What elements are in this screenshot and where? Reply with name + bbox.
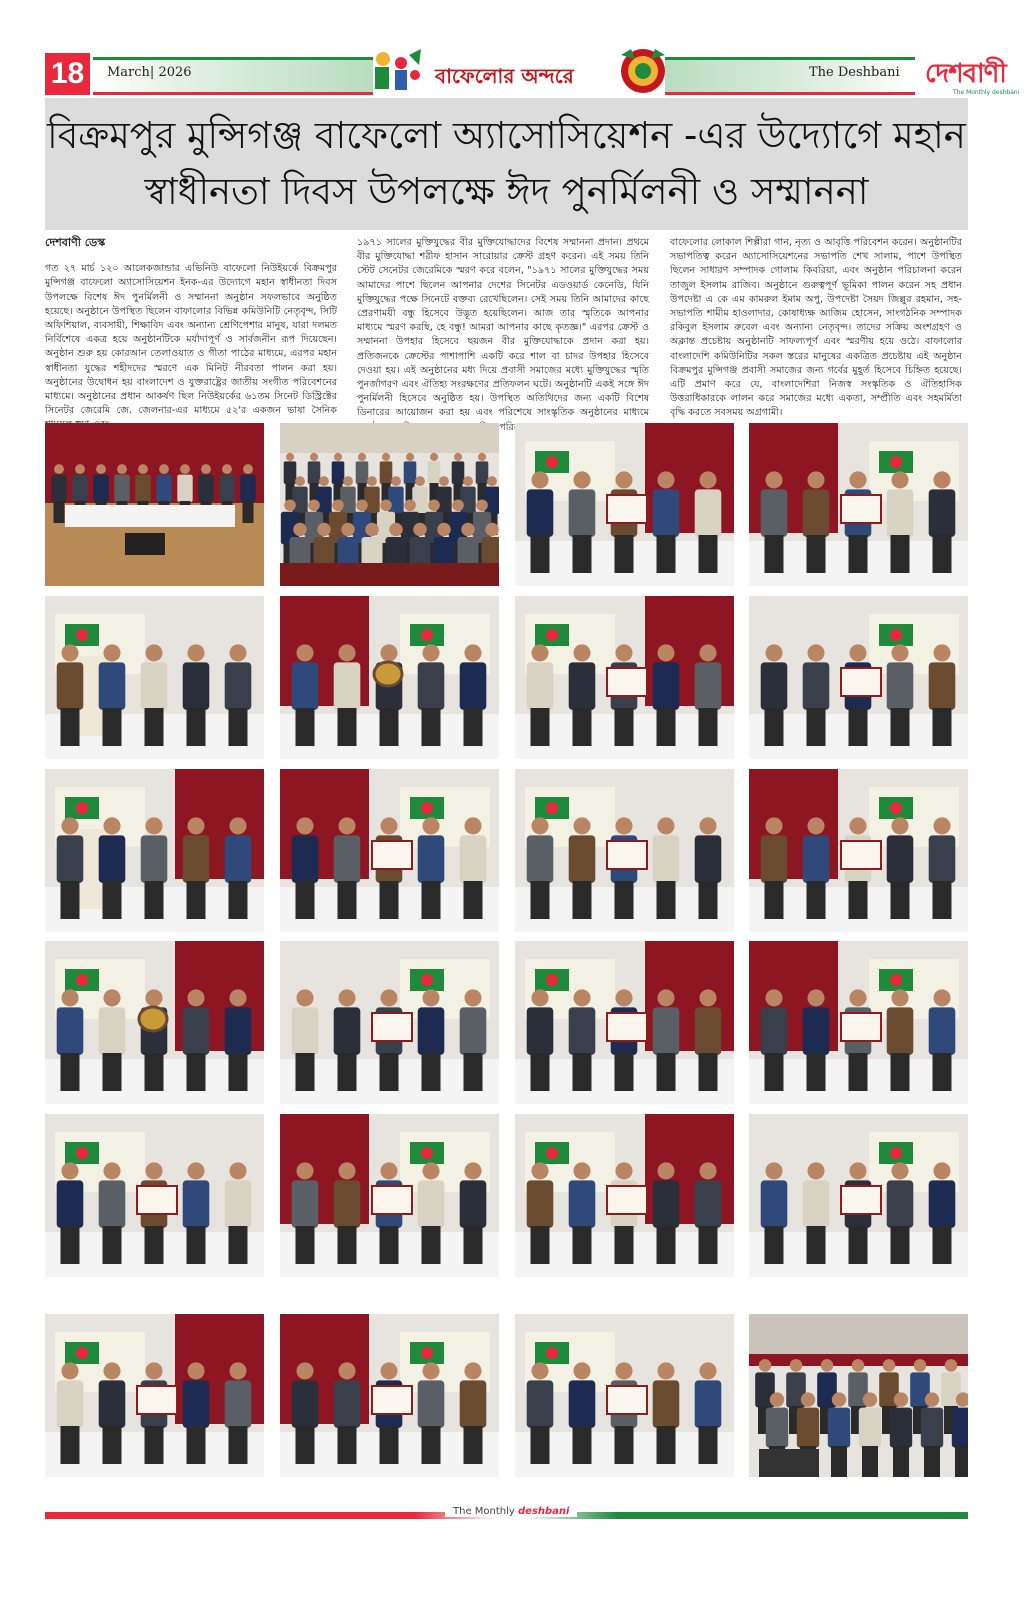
event-photo <box>280 1114 499 1277</box>
event-photo-image <box>515 596 734 759</box>
logo-text: দেশবাণী <box>925 59 1006 89</box>
event-photo-image <box>45 941 264 1104</box>
event-photo-image <box>45 423 264 586</box>
event-photo-image <box>515 423 734 586</box>
headline-box <box>45 98 968 230</box>
event-photo-image <box>280 1314 499 1477</box>
footer-prefix: The Monthly <box>453 1506 515 1517</box>
event-photo <box>515 596 734 759</box>
event-photo <box>749 596 968 759</box>
headline-line-1: বিক্রমপুর মুন্সিগঞ্জ বাফেলো অ্যাসোসিয়েশন -এর উদ্যোগে মহান <box>47 114 966 157</box>
headline <box>45 108 968 220</box>
event-photo <box>45 596 264 759</box>
issue-date: March| 2026 <box>107 65 192 80</box>
event-photo <box>280 423 499 586</box>
event-photo <box>280 941 499 1104</box>
event-photo <box>45 423 264 586</box>
event-photo-image <box>749 1114 968 1277</box>
event-photo <box>749 423 968 586</box>
event-photo-image <box>749 423 968 586</box>
event-photo <box>749 941 968 1104</box>
event-photo-image <box>749 596 968 759</box>
event-photo <box>45 1114 264 1277</box>
event-photo <box>515 423 734 586</box>
page-footer <box>45 1506 968 1524</box>
article-column-1 <box>45 236 337 433</box>
paper-name: The Deshbani <box>809 65 900 80</box>
event-photo-image <box>515 941 734 1104</box>
event-photo <box>45 941 264 1104</box>
event-photo-image <box>515 1314 734 1477</box>
event-photo-image <box>749 941 968 1104</box>
event-photo-image <box>280 1114 499 1277</box>
deshbani-logo <box>925 53 1020 95</box>
event-photo-image <box>749 1314 968 1477</box>
event-photo <box>749 769 968 932</box>
event-photo <box>749 1314 968 1477</box>
event-photo <box>280 769 499 932</box>
header-emblem-right <box>613 45 673 97</box>
article-dateline: দেশবাণী ডেস্ক <box>45 236 106 249</box>
article-column-3 <box>670 236 962 421</box>
footer-brand <box>445 1506 577 1517</box>
event-photo <box>280 1314 499 1477</box>
event-photo-image <box>280 769 499 932</box>
section-title: বাফেলোর অন্দরে <box>435 64 574 88</box>
footer-brand-name: deshbani <box>518 1506 570 1517</box>
article-column-2 <box>357 236 649 435</box>
event-photo-image <box>45 769 264 932</box>
page-header <box>45 45 1020 97</box>
event-photo-image <box>515 769 734 932</box>
event-photo <box>515 1314 734 1477</box>
event-photo <box>515 1114 734 1277</box>
article-column-2-text: ১৯৭১ সালের মুক্তিযুদ্ধের বীর মুক্তিযোদ্ধাদের বিশেষ সম্মাননা প্রদান। প্রথমে বীর মুক্তিযোদ্ধা শরীফ হাসান সারোয়ার ক্রেস্ট গ্রহণ করেন। এই সময় তিনি স্টেট সেনেটর জেরেমিকে স্মরণ করে বলেন, "১৯৭১ সালের মুক্তিযুদ্ধের সময় আমাদের পাশে ছিলেন আপনার দেশের সিনেটর এডওয়ার্ড কেনেডি, যিনি মুক্তিযুদ্ধের পক্ষে সিনেটে বক্তব্য রেখেছিলেন। সেই সময় তিনি আমাদের কাছে প্রেরণাময়ী বন্ধু হিসেবে উদ্ভূত হয়েছিলেন। আজ তার স্মৃতিকে আপনার মাধ্যমে স্মরণ করছি, হে বন্ধু! আমরা আপনার কাছে কৃতজ্ঞ।" এরপর ক্রেস্ট ও সম্মাননা উপহার হিসেবে ছয়জন বীর মুক্তিযোদ্ধাকে প্রদান করা হয়। প্রতিজনকে ক্রেস্টের পাশাপাশি একটি করে শাল বা চাদর উপহার হিসেবে দেওয়া হয়। এই অনুষ্ঠানের মধ্য দিয়ে প্রবাসী সমাজের মধ্যে মুক্তিযুদ্ধের স্মৃতি পুনর্জাগরণ এবং ঐতিহ্য সংরক্ষণের প্রতিফলন ঘটে। অনুষ্ঠানটি একই সঙ্গে ঈদ পুনর্মিলনী হিসেবে অনুষ্ঠিত হয়। উপস্থিত অতিথিদের জন্য একটি বিশেষ ডিনারের আয়োজন করা হয় এবং পরিশেষে সাংস্কৃতিক অনুষ্ঠানের মাধ্যমে <box>357 237 649 419</box>
event-photo-image <box>45 596 264 759</box>
event-photo-image <box>515 1114 734 1277</box>
event-photo <box>280 596 499 759</box>
headline-line-2: স্বাধীনতা দিবস উপলক্ষে ঈদ পুনর্মিলনী ও সম্মাননা <box>144 170 869 213</box>
event-photo-image <box>280 941 499 1104</box>
article-column-3-text: বাফেলোর লোকাল শিল্পীরা গান, নৃত্য ও আবৃত্তি পরিবেশন করেন। অনুষ্ঠানটির সভাপতিত্ব করেন অ্যাসোসিয়েশনের সভাপতি শেখ সালাম, পাশে উপস্থিত ছিলেন সাধারণ সম্পাদক গোলাম কিবরিয়া, এবং অনুষ্ঠান পরিচালনা করেন তাজুল ইসলাম রাজিব। অনুষ্ঠানে গুরুত্বপূর্ণ ভূমিকা পালন করেন সহ প্রধান উপদেষ্টা এ কে এম কামরুল ইমাম অপু, উপদেষ্টা সৈয়দ জিল্লুর রহমান, সহ-সভাপতি শামীম হাওলাদার, কোষাধ্যক্ষ আজিম হোসেন, সাংগঠনিক সম্পাদক রকিবুল ইসলাম রুবেল এবং অন্যান্য নেতৃবৃন্দ। তাদের সক্রিয় অংশগ্রহণ ও অক্লান্ত প্রচেষ্টায় অনুষ্ঠানটি সাফল্যপূর্ণ এবং স্মরণীয় হয়ে ওঠে। বাফালোর বাংলাদেশি কমিউনিটির সকল স্তরের মানুষের একত্রিত প্রচেষ্টায় এই অনুষ্ঠান বিক্রমপুর মুন্সিগঞ্জ প্রবাসী সমাজের জন্য গর্বের মুহূর্ত হিসেবে চিহ্নিত হয়েছে। এটি প্রমাণ করে যে, বাংলাদেশিরা নিজস্ব সংস্কৃতিক ও ঐতিহাসিক উত্তরাধিকারকে লালন করে সমাজের মধ্যে একতা, সম্প্রীতি এবং সহমর্মিতা বৃদ্ধি করতে সবসময় অগ্রগামী। <box>670 237 962 419</box>
event-photo-image <box>280 596 499 759</box>
event-photo <box>515 769 734 932</box>
event-photo-image <box>749 769 968 932</box>
event-photo-image <box>45 1114 264 1277</box>
logo-subtext: The Monthly deshbani <box>953 89 1020 96</box>
event-photo <box>749 1114 968 1277</box>
article-column-1-text: গত ২৭ মার্চ ১২০ আলেকজান্ডার এভিনিউ বাফেলো নিউইয়র্কে বিক্রমপুর মুন্সিগঞ্জ বাফেলো অ্যাসোসিয়েশন ইনক-এর উদ্যোগে মহান স্বাধীনতা দিবস উপলক্ষে বিশেষ ঈদ পুনর্মিলনী ও সম্মাননা অনুষ্ঠান সফলভাবে অনুষ্ঠিত হয়েছে। অনুষ্ঠানে উপস্থিত ছিলেন বাফালোর বিভিন্ন কমিউনিটি নেতৃবৃন্দ, সিটি অফিশিয়াল, ব্যবসায়ী, শিক্ষাবিদ এবং অন্যান্য শ্রেণিপেশার মানুষ, যারা দলমত নির্বিশেষে একত্র হয়ে অনুষ্ঠানটিকে মর্যাদাপূর্ণ ও সার্বজনীন রূপ দিয়েছেন। অনুষ্ঠান শুরু হয় কোরআন তেলাওয়াত ও গীতা পাঠের মাধ্যমে, এরপর মহান স্বাধীনতা যুদ্ধের শহীদদের স্মরণে এক মিনিট নীরবতা পালন করা হয়। অনুষ্ঠানের উদ্বোধন হয় বাংলাদেশ ও যুক্তরাষ্ট্রের জাতীয় সংগীত পরিবেশনের মাধ্যমে। অনুষ্ঠানের প্রধান আকর্ষণ ছিল নিউইয়র্কের ৬১তম সিনেট ডিস্ট্রিক্টের সিনেটর জেরেমি জে. জেলনার-এর মাধ্যমে ৫২'র একজন ভাষা সৈনিক <box>45 263 337 417</box>
event-photo-image <box>45 1314 264 1477</box>
event-photo <box>515 941 734 1104</box>
event-photo <box>45 1314 264 1477</box>
page-number: 18 <box>45 53 90 95</box>
header-illustration-left <box>365 45 425 97</box>
event-photo-image <box>280 423 499 586</box>
event-photo <box>45 769 264 932</box>
